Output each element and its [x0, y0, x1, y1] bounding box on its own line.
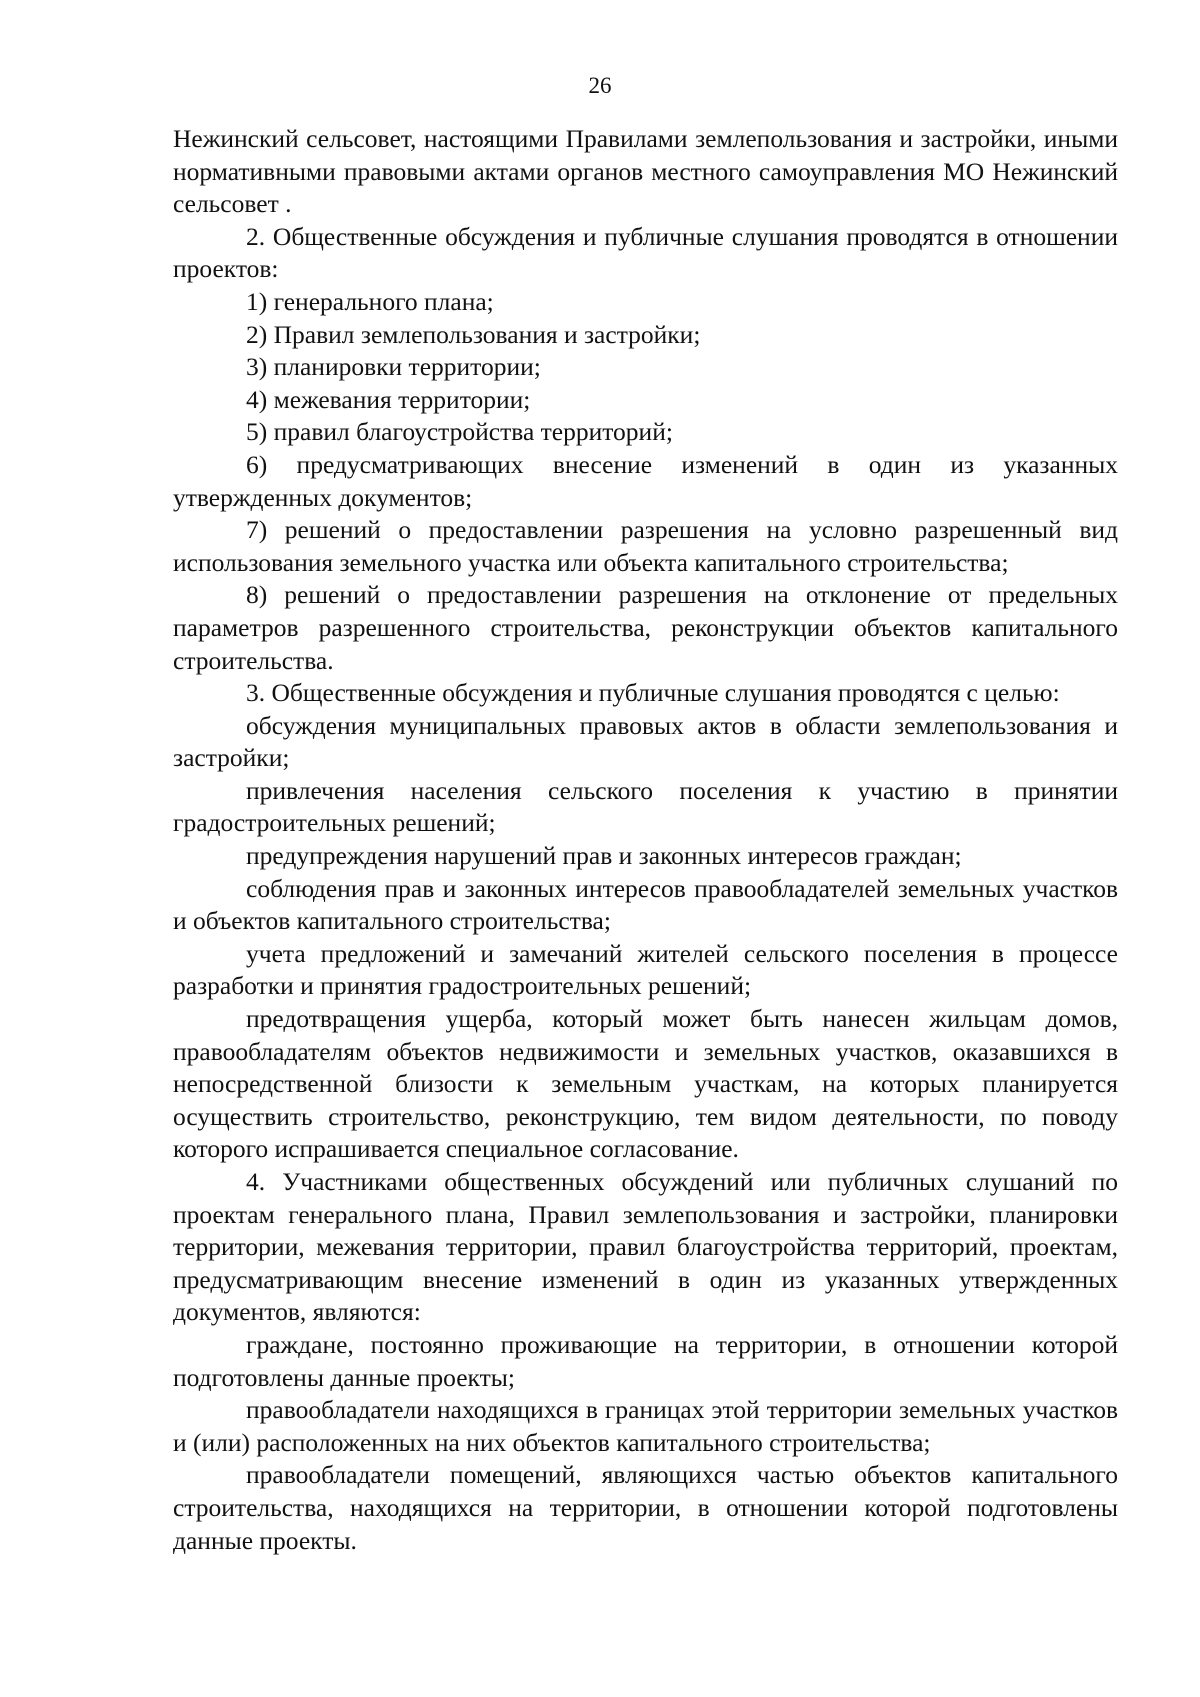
- list-item: 5) правил благоустройства территорий;: [246, 417, 673, 447]
- list-item: 1) генерального плана;: [246, 286, 494, 316]
- list-item: 8) решений о предоставлении разрешения на отклонение от предельных параметров разрешенного строительства, реконструкции объектов капитального строительства.: [173, 580, 1118, 675]
- paragraph-item-3: 3. Общественные обсуждения и публичные слушания проводятся с целью:: [246, 678, 1060, 708]
- list-item: привлечения населения сельского поселения к участию в принятии градостроительных решений;: [173, 775, 1118, 838]
- list-item: 4) межевания территории;: [246, 384, 531, 414]
- list-item: граждане, постоянно проживающие на территории, в отношении которой подготовлены данные проекты;: [173, 1329, 1118, 1392]
- document-body: [173, 123, 1118, 1557]
- list-item: 7) решений о предоставлении разрешения на условно разрешенный вид использования земельного участка или объекта капитального строительства;: [173, 515, 1118, 577]
- list-item: 2) Правил землепользования и застройки;: [246, 319, 701, 349]
- paragraph-item-4: 4. Участниками общественных обсуждений или публичных слушаний по проектам генерального плана, Правил землепользования и застройки, планировки территории, межевания территории, правил благоустройства территорий, проектам, предусматривающим внесение изменений в один из указанных утвержденных документов, являются:: [173, 1167, 1118, 1327]
- list-item: правообладатели находящихся в границах этой территории земельных участков и (или) расположенных на них объектов капитального строительства;: [173, 1395, 1118, 1457]
- list-item: 6) предусматривающих внесение изменений в один из указанных утвержденных документов;: [173, 449, 1118, 512]
- list-item: правообладатели помещений, являющихся частью объектов капитального строительства, находящихся на территории, в отношении которой подготовлены данные проекты.: [173, 1460, 1118, 1555]
- paragraph-continuation: Нежинский сельсовет, настоящими Правилами землепользования и застройки, иными нормативными правовыми актами органов местного самоуправления МО Нежинский сельсовет .: [173, 124, 1118, 219]
- paragraph-item-2: 2. Общественные обсуждения и публичные слушания проводятся в отношении проектов:: [173, 221, 1118, 284]
- list-item: 3) планировки территории;: [246, 352, 541, 382]
- list-item: соблюдения прав и законных интересов правообладателей земельных участков и объектов капитального строительства;: [173, 873, 1118, 936]
- page-number: 26: [588, 73, 612, 98]
- list-item: учета предложений и замечаний жителей сельского поселения в процессе разработки и принятия градостроительных решений;: [173, 938, 1118, 1001]
- list-item: предотвращения ущерба, который может быть нанесен жильцам домов, правообладателям объектов недвижимости и земельных участков, оказавшихся в непосредственной близости к земельным участкам, на которых планируется осуществить строительство, реконструкцию, тем видом деятельности, по поводу которого испрашивается специальное согласование.: [173, 1004, 1118, 1164]
- list-item: предупреждения нарушений прав и законных интересов граждан;: [246, 841, 962, 871]
- list-item: обсуждения муниципальных правовых актов в области землепользования и застройки;: [173, 710, 1118, 773]
